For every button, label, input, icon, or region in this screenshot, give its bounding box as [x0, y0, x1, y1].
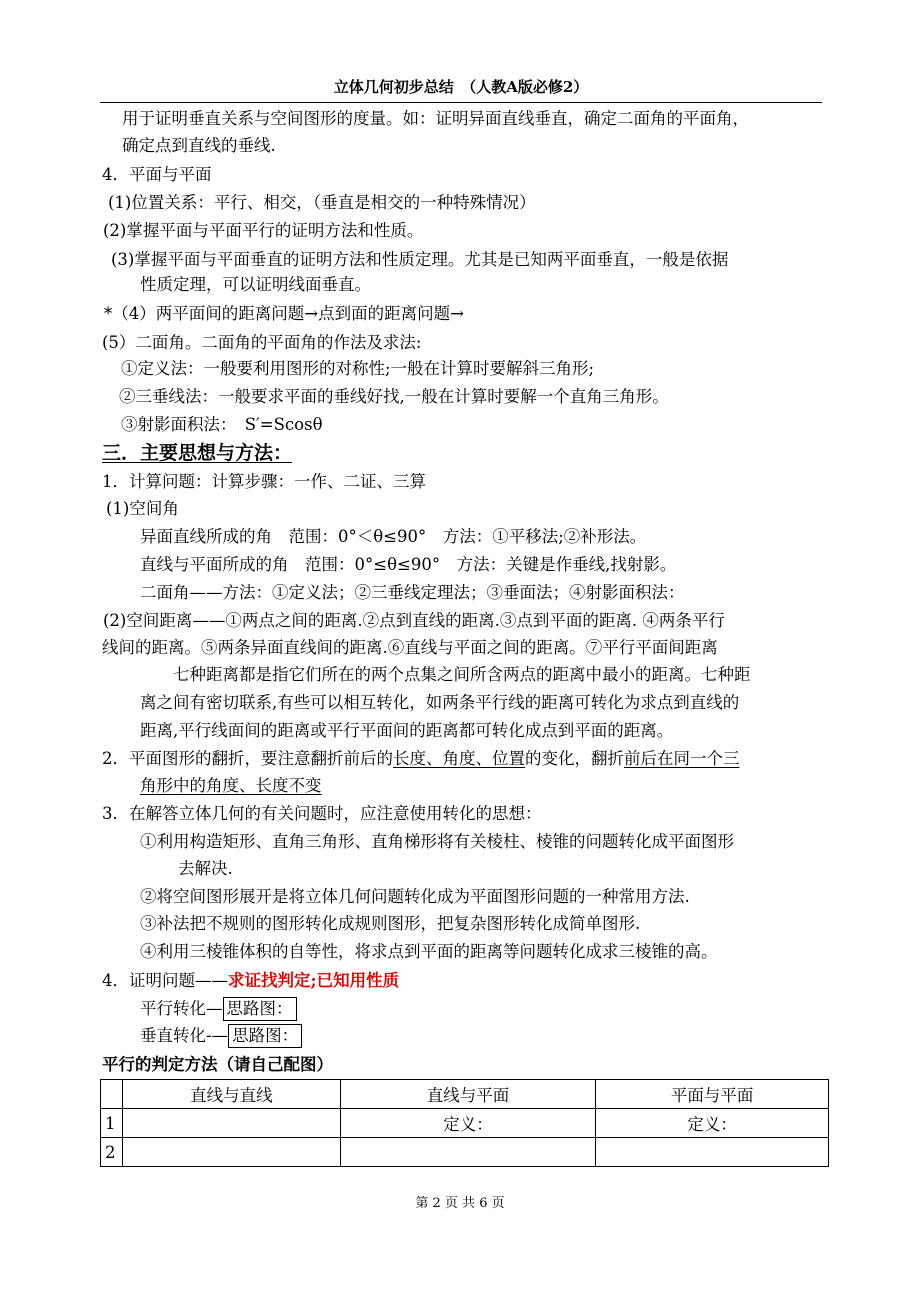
text-segment: 4．证明问题——: [102, 971, 228, 990]
table-title: 平行的判定方法（请自己配图）: [102, 1055, 333, 1074]
text-line: (1)位置关系：平行、相交，（垂直是相交的一种特殊情况）: [108, 193, 536, 212]
table-header-cell: 直线与直线: [122, 1080, 340, 1109]
page-footer: 第 2 页 共 6 页: [415, 1196, 505, 1211]
text-line: (3)掌握平面与平面垂直的证明方法和性质定理。尤其是已知两平面垂直，一般是依据: [111, 250, 729, 269]
header-rule: [100, 102, 822, 103]
underlined-line: 角形中的角度、长度不变: [140, 776, 322, 795]
text-line: 去解决.: [178, 859, 233, 878]
text-segment: 2．平面图形的翻折，要注意翻折前后的: [102, 749, 393, 768]
table-header-cell: 直线与平面: [340, 1080, 596, 1109]
text-line: (1)空间角: [106, 499, 179, 518]
text-segment: 垂直转化-—: [140, 1026, 229, 1045]
text-line: 异面直线所成的角 范围：0°＜θ≤90° 方法：①平移法;②补形法。: [140, 527, 647, 546]
text-line: 1．计算问题：计算步骤：一作、二证、三算: [102, 472, 426, 491]
text-line: [140, 996, 297, 1022]
text-line: 离之间有密切联系,有些可以相互转化，如两条平行线的距离可转化为求点到直线的: [140, 693, 740, 712]
table-cell: [340, 1138, 596, 1167]
table-header-cell: 平面与平面: [596, 1080, 829, 1109]
text-line: [140, 1023, 302, 1049]
section-heading: 三．主要思想与方法：: [102, 442, 293, 464]
text-line: 线间的距离。⑤两条异面直线间的距离.⑥直线与平面之间的距离。⑦平行平面间距离: [102, 638, 718, 657]
text-line: ③补法把不规则的图形转化成规则图形，把复杂图形转化成简单图形.: [140, 914, 641, 933]
text-line: ②三垂线法：一般要求平面的垂线好找,一般在计算时要解一个直角三角形。: [119, 387, 669, 406]
mind-map-box: 思路图：: [223, 997, 297, 1021]
text-segment: 平行转化—: [140, 999, 223, 1018]
table-row: [101, 1138, 829, 1167]
table-cell: 1: [101, 1109, 123, 1138]
text-line: ①利用构造矩形、直角三角形、直角梯形将有关棱柱、棱锥的问题转化成平面图形: [140, 832, 734, 851]
table-header-row: [101, 1080, 829, 1109]
page-header-title: 立体几何初步总结 （人教A版必修2）: [333, 78, 589, 96]
text-line: 4．平面与平面: [102, 165, 212, 184]
highlighted-phrase: 求证找判定;已知用性质: [228, 971, 400, 990]
mind-map-box: 思路图：: [228, 1024, 302, 1048]
text-line: 距离,平行线面间的距离或平行平面间的距离都可转化成点到平面的距离。: [140, 721, 674, 740]
table-cell: 定义：: [340, 1109, 596, 1138]
table-cell: [122, 1138, 340, 1167]
text-line: 3．在解答立体几何的有关问题时，应注意使用转化的思想：: [102, 804, 542, 823]
table-cell: [122, 1109, 340, 1138]
text-line: [102, 968, 399, 994]
text-segment: 的变化，翻折: [525, 749, 624, 768]
text-line: 性质定理，可以证明线面垂直。: [140, 275, 371, 294]
text-line: 二面角——方法：①定义法；②三垂线定理法；③垂面法；④射影面积法：: [140, 583, 685, 602]
table-cell: [596, 1138, 829, 1167]
table-cell: 定义：: [596, 1109, 829, 1138]
formula-line: ③射影面积法： S′=Scosθ: [121, 415, 323, 434]
text-line: 七种距离都是指它们所在的两个点集之间所含两点的距离中最小的距离。七种距: [173, 665, 751, 684]
text-line: 确定点到直线的垂线.: [122, 136, 276, 155]
text-line: (2)空间距离——①两点之间的距离.②点到直线的距离.③点到平面的距离. ④两条平行: [103, 611, 725, 630]
table-header-cell: [101, 1080, 123, 1109]
table-cell: 2: [101, 1138, 123, 1167]
text-line: (2)掌握平面与平面平行的证明方法和性质。: [103, 221, 424, 240]
text-line: *（4）两平面间的距离问题→点到面的距离问题→: [104, 304, 464, 323]
text-line: ①定义法：一般要利用图形的对称性;一般在计算时要解斜三角形;: [121, 359, 595, 378]
text-line: 用于证明垂直关系与空间图形的度量。如：证明异面直线垂直，确定二面角的平面角，: [122, 109, 749, 128]
text-line: ④利用三棱锥体积的自等性，将求点到平面的距离等问题转化成求三棱锥的高。: [140, 942, 718, 961]
parallel-criteria-table: [100, 1079, 829, 1167]
underlined-phrase: 前后在同一个三: [624, 749, 740, 768]
text-line: [102, 746, 740, 772]
table-row: [101, 1109, 829, 1138]
text-line: (5）二面角。二面角的平面角的作法及求法:: [102, 333, 422, 352]
underlined-phrase: 长度、角度、位置: [393, 749, 525, 768]
text-line: ②将空间图形展开是将立体几何问题转化成为平面图形问题的一种常用方法.: [140, 887, 690, 906]
text-line: 直线与平面所成的角 范围：0°≤θ≤90° 方法：关键是作垂线,找射影。: [140, 555, 677, 574]
